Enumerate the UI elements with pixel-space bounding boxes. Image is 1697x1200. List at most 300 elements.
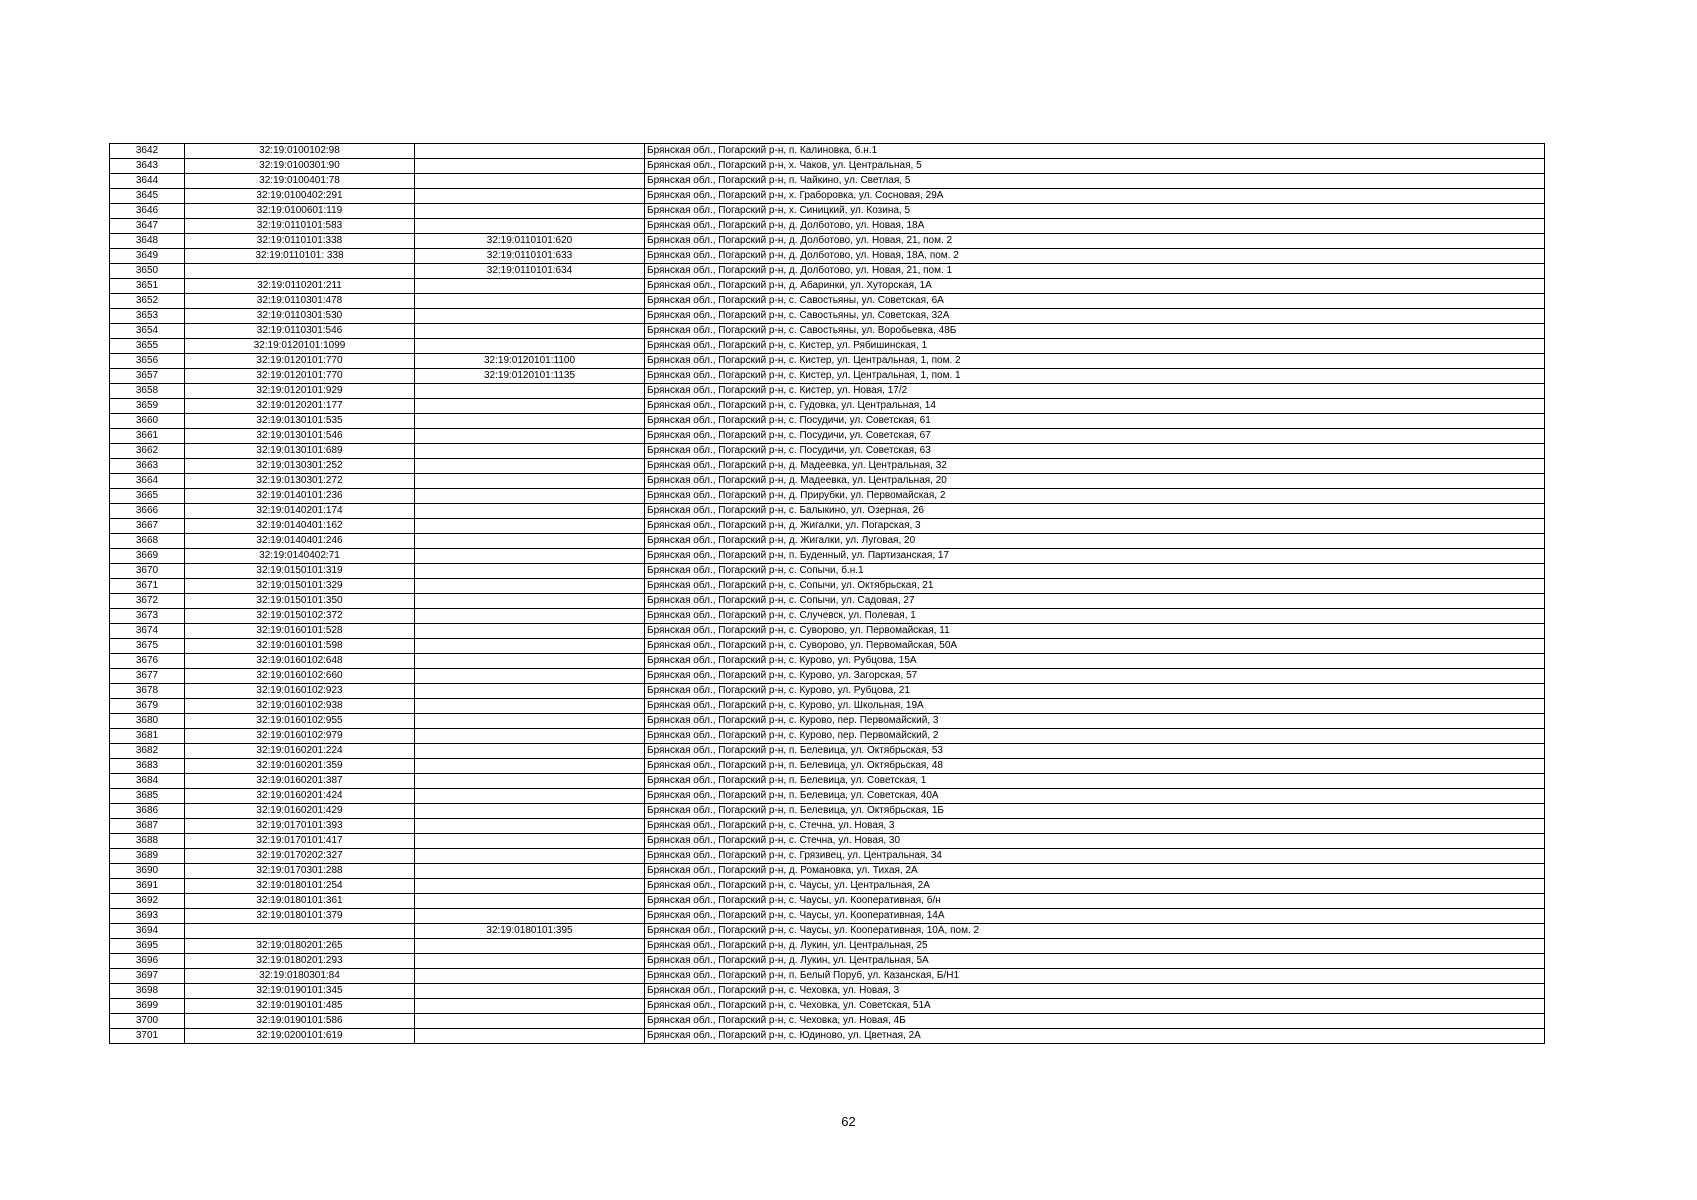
cadastral-number-cell: 32:19:0160102:660 xyxy=(185,669,415,684)
address-cell: Брянская обл., Погарский р-н, с. Кистер, ул. Центральная, 1, пом. 1 xyxy=(645,369,1545,384)
table-row xyxy=(110,309,1545,324)
room-cadastral-number-cell xyxy=(415,549,645,564)
table-row xyxy=(110,879,1545,894)
room-cadastral-number-cell: 32:19:0180101:395 xyxy=(415,924,645,939)
address-cell: Брянская обл., Погарский р-н, п. Белый Поруб, ул. Казанская, Б/Н1 xyxy=(645,969,1545,984)
table-row xyxy=(110,984,1545,999)
cadastral-number-cell: 32:19:0160102:923 xyxy=(185,684,415,699)
address-cell: Брянская обл., Погарский р-н, д. Мадеевка, ул. Центральная, 20 xyxy=(645,474,1545,489)
row-number-cell: 3670 xyxy=(110,564,185,579)
row-number-cell: 3700 xyxy=(110,1014,185,1029)
address-cell: Брянская обл., Погарский р-н, х. Граборовка, ул. Сосновая, 29А xyxy=(645,189,1545,204)
room-cadastral-number-cell xyxy=(415,894,645,909)
row-number-cell: 3684 xyxy=(110,774,185,789)
table-row xyxy=(110,489,1545,504)
table-row xyxy=(110,864,1545,879)
cadastral-number-cell: 32:19:0130101:535 xyxy=(185,414,415,429)
table-row xyxy=(110,234,1545,249)
address-cell: Брянская обл., Погарский р-н, д. Мадеевка, ул. Центральная, 32 xyxy=(645,459,1545,474)
table-row xyxy=(110,924,1545,939)
address-cell: Брянская обл., Погарский р-н, с. Чаусы, ул. Кооперативная, б/н xyxy=(645,894,1545,909)
cadastral-number-cell: 32:19:0120201:177 xyxy=(185,399,415,414)
row-number-cell: 3675 xyxy=(110,639,185,654)
cadastral-number-cell: 32:19:0130101:689 xyxy=(185,444,415,459)
address-cell: Брянская обл., Погарский р-н, п. Белевица, ул. Октябрьская, 53 xyxy=(645,744,1545,759)
room-cadastral-number-cell xyxy=(415,654,645,669)
table-row xyxy=(110,1029,1545,1044)
row-number-cell: 3649 xyxy=(110,249,185,264)
table-row xyxy=(110,279,1545,294)
table-row xyxy=(110,819,1545,834)
address-cell: Брянская обл., Погарский р-н, с. Суворово, ул. Первомайская, 50А xyxy=(645,639,1545,654)
row-number-cell: 3669 xyxy=(110,549,185,564)
room-cadastral-number-cell xyxy=(415,189,645,204)
room-cadastral-number-cell xyxy=(415,774,645,789)
row-number-cell: 3672 xyxy=(110,594,185,609)
address-cell: Брянская обл., Погарский р-н, с. Курово, пер. Первомайский, 2 xyxy=(645,729,1545,744)
table-row xyxy=(110,804,1545,819)
room-cadastral-number-cell xyxy=(415,429,645,444)
address-cell: Брянская обл., Погарский р-н, с. Грязивец, ул. Центральная, 34 xyxy=(645,849,1545,864)
room-cadastral-number-cell xyxy=(415,414,645,429)
cadastral-number-cell: 32:19:0120101:770 xyxy=(185,369,415,384)
row-number-cell: 3658 xyxy=(110,384,185,399)
row-number-cell: 3689 xyxy=(110,849,185,864)
cadastral-number-cell: 32:19:0150101:319 xyxy=(185,564,415,579)
table-row xyxy=(110,954,1545,969)
table-row xyxy=(110,594,1545,609)
row-number-cell: 3691 xyxy=(110,879,185,894)
row-number-cell: 3698 xyxy=(110,984,185,999)
table-row xyxy=(110,699,1545,714)
cadastral-number-cell: 32:19:0170202:327 xyxy=(185,849,415,864)
room-cadastral-number-cell xyxy=(415,144,645,159)
cadastral-number-cell: 32:19:0110301:478 xyxy=(185,294,415,309)
row-number-cell: 3659 xyxy=(110,399,185,414)
address-cell: Брянская обл., Погарский р-н, с. Балыкино, ул. Озерная, 26 xyxy=(645,504,1545,519)
row-number-cell: 3664 xyxy=(110,474,185,489)
table-row xyxy=(110,444,1545,459)
address-cell: Брянская обл., Погарский р-н, д. Лукин, ул. Центральная, 25 xyxy=(645,939,1545,954)
row-number-cell: 3661 xyxy=(110,429,185,444)
cadastral-number-cell: 32:19:0160201:387 xyxy=(185,774,415,789)
row-number-cell: 3644 xyxy=(110,174,185,189)
row-number-cell: 3677 xyxy=(110,669,185,684)
table-row xyxy=(110,939,1545,954)
cadastral-number-cell: 32:19:0160102:979 xyxy=(185,729,415,744)
row-number-cell: 3643 xyxy=(110,159,185,174)
table-row xyxy=(110,774,1545,789)
table-row xyxy=(110,549,1545,564)
room-cadastral-number-cell xyxy=(415,564,645,579)
cadastral-number-cell: 32:19:0120101:770 xyxy=(185,354,415,369)
address-cell: Брянская обл., Погарский р-н, д. Абаринки, ул. Хуторская, 1А xyxy=(645,279,1545,294)
table-row xyxy=(110,174,1545,189)
address-cell: Брянская обл., Погарский р-н, с. Юдиново, ул. Цветная, 2А xyxy=(645,1029,1545,1044)
address-cell: Брянская обл., Погарский р-н, п. Белевица, ул. Советская, 1 xyxy=(645,774,1545,789)
room-cadastral-number-cell xyxy=(415,729,645,744)
address-cell: Брянская обл., Погарский р-н, с. Стечна, ул. Новая, 3 xyxy=(645,819,1545,834)
row-number-cell: 3665 xyxy=(110,489,185,504)
room-cadastral-number-cell xyxy=(415,444,645,459)
row-number-cell: 3690 xyxy=(110,864,185,879)
cadastral-number-cell: 32:19:0110301:530 xyxy=(185,309,415,324)
cadastral-number-cell: 32:19:0180201:265 xyxy=(185,939,415,954)
row-number-cell: 3653 xyxy=(110,309,185,324)
cadastral-number-cell: 32:19:0130301:272 xyxy=(185,474,415,489)
row-number-cell: 3696 xyxy=(110,954,185,969)
row-number-cell: 3648 xyxy=(110,234,185,249)
table-row xyxy=(110,144,1545,159)
table-row xyxy=(110,534,1545,549)
room-cadastral-number-cell xyxy=(415,294,645,309)
cadastral-number-cell: 32:19:0160201:359 xyxy=(185,759,415,774)
table-row xyxy=(110,729,1545,744)
row-number-cell: 3682 xyxy=(110,744,185,759)
row-number-cell: 3662 xyxy=(110,444,185,459)
address-cell: Брянская обл., Погарский р-н, с. Посудичи, ул. Советская, 63 xyxy=(645,444,1545,459)
room-cadastral-number-cell xyxy=(415,309,645,324)
room-cadastral-number-cell xyxy=(415,969,645,984)
cadastral-number-cell: 32:19:0170301:288 xyxy=(185,864,415,879)
table-row xyxy=(110,264,1545,279)
address-cell: Брянская обл., Погарский р-н, с. Сопычи, б.н.1 xyxy=(645,564,1545,579)
address-cell: Брянская обл., Погарский р-н, с. Сопычи, ул. Садовая, 27 xyxy=(645,594,1545,609)
cadastral-number-cell: 32:19:0190101:345 xyxy=(185,984,415,999)
address-cell: Брянская обл., Погарский р-н, д. Долботово, ул. Новая, 21, пом. 2 xyxy=(645,234,1545,249)
address-cell: Брянская обл., Погарский р-н, с. Суворово, ул. Первомайская, 11 xyxy=(645,624,1545,639)
address-cell: Брянская обл., Погарский р-н, д. Жигалки, ул. Погарская, 3 xyxy=(645,519,1545,534)
cadastral-number-cell: 32:19:0140402:71 xyxy=(185,549,415,564)
room-cadastral-number-cell: 32:19:0110101:633 xyxy=(415,249,645,264)
room-cadastral-number-cell xyxy=(415,639,645,654)
room-cadastral-number-cell xyxy=(415,954,645,969)
cadastral-number-cell: 32:19:0160102:648 xyxy=(185,654,415,669)
address-cell: Брянская обл., Погарский р-н, с. Курово, ул. Рубцова, 21 xyxy=(645,684,1545,699)
room-cadastral-number-cell xyxy=(415,714,645,729)
room-cadastral-number-cell xyxy=(415,699,645,714)
table-row xyxy=(110,999,1545,1014)
row-number-cell: 3681 xyxy=(110,729,185,744)
row-number-cell: 3656 xyxy=(110,354,185,369)
table-row xyxy=(110,609,1545,624)
row-number-cell: 3657 xyxy=(110,369,185,384)
cadastral-number-cell: 32:19:0190101:485 xyxy=(185,999,415,1014)
cadastral-number-cell xyxy=(185,264,415,279)
table-row xyxy=(110,324,1545,339)
room-cadastral-number-cell xyxy=(415,849,645,864)
cadastral-number-cell: 32:19:0130301:252 xyxy=(185,459,415,474)
cadastral-number-cell: 32:19:0200101:619 xyxy=(185,1029,415,1044)
cadastral-number-cell: 32:19:0110101:583 xyxy=(185,219,415,234)
cadastral-number-cell: 32:19:0180101:361 xyxy=(185,894,415,909)
table-row xyxy=(110,969,1545,984)
table-row xyxy=(110,504,1545,519)
cadastral-number-cell: 32:19:0110101:338 xyxy=(185,234,415,249)
table-row xyxy=(110,789,1545,804)
room-cadastral-number-cell xyxy=(415,204,645,219)
table-row xyxy=(110,399,1545,414)
address-cell: Брянская обл., Погарский р-н, с. Кистер, ул. Центральная, 1, пом. 2 xyxy=(645,354,1545,369)
room-cadastral-number-cell xyxy=(415,819,645,834)
table-row xyxy=(110,249,1545,264)
cadastral-number-cell: 32:19:0190101:586 xyxy=(185,1014,415,1029)
address-cell: Брянская обл., Погарский р-н, д. Лукин, ул. Центральная, 5А xyxy=(645,954,1545,969)
table-row xyxy=(110,654,1545,669)
cadastral-number-cell: 32:19:0100402:291 xyxy=(185,189,415,204)
room-cadastral-number-cell xyxy=(415,519,645,534)
page-number: 62 xyxy=(841,1114,856,1129)
table-row xyxy=(110,189,1545,204)
table-row xyxy=(110,744,1545,759)
row-number-cell: 3645 xyxy=(110,189,185,204)
cadastral-number-cell: 32:19:0140401:162 xyxy=(185,519,415,534)
table-row xyxy=(110,624,1545,639)
table-row xyxy=(110,579,1545,594)
address-cell: Брянская обл., Погарский р-н, с. Чаусы, ул. Центральная, 2А xyxy=(645,879,1545,894)
cadastral-number-cell: 32:19:0110301:546 xyxy=(185,324,415,339)
room-cadastral-number-cell xyxy=(415,594,645,609)
cadastral-number-cell: 32:19:0180201:293 xyxy=(185,954,415,969)
cadastral-number-cell: 32:19:0160101:528 xyxy=(185,624,415,639)
address-cell: Брянская обл., Погарский р-н, с. Савостьяны, ул. Советская, 6А xyxy=(645,294,1545,309)
room-cadastral-number-cell xyxy=(415,219,645,234)
cadastral-number-cell: 32:19:0160101:598 xyxy=(185,639,415,654)
cadastral-number-cell: 32:19:0120101:1099 xyxy=(185,339,415,354)
address-cell: Брянская обл., Погарский р-н, с. Курово, ул. Рубцова, 15А xyxy=(645,654,1545,669)
room-cadastral-number-cell xyxy=(415,504,645,519)
address-cell: Брянская обл., Погарский р-н, д. Долботово, ул. Новая, 21, пом. 1 xyxy=(645,264,1545,279)
table-row xyxy=(110,1014,1545,1029)
address-cell: Брянская обл., Погарский р-н, д. Долботово, ул. Новая, 18А xyxy=(645,219,1545,234)
table-row xyxy=(110,519,1545,534)
table-row xyxy=(110,834,1545,849)
room-cadastral-number-cell xyxy=(415,879,645,894)
address-cell: Брянская обл., Погарский р-н, п. Белевица, ул. Октябрьская, 48 xyxy=(645,759,1545,774)
room-cadastral-number-cell xyxy=(415,579,645,594)
table-row xyxy=(110,474,1545,489)
cadastral-number-cell: 32:19:0150101:329 xyxy=(185,579,415,594)
room-cadastral-number-cell xyxy=(415,474,645,489)
table-row xyxy=(110,354,1545,369)
address-cell: Брянская обл., Погарский р-н, с. Сопычи, ул. Октябрьская, 21 xyxy=(645,579,1545,594)
row-number-cell: 3667 xyxy=(110,519,185,534)
room-cadastral-number-cell xyxy=(415,489,645,504)
table-row xyxy=(110,204,1545,219)
row-number-cell: 3676 xyxy=(110,654,185,669)
cadastral-number-cell: 32:19:0170101:393 xyxy=(185,819,415,834)
address-cell: Брянская обл., Погарский р-н, д. Романовка, ул. Тихая, 2А xyxy=(645,864,1545,879)
row-number-cell: 3688 xyxy=(110,834,185,849)
row-number-cell: 3668 xyxy=(110,534,185,549)
room-cadastral-number-cell xyxy=(415,984,645,999)
room-cadastral-number-cell xyxy=(415,1014,645,1029)
cadastral-number-cell: 32:19:0170101:417 xyxy=(185,834,415,849)
row-number-cell: 3679 xyxy=(110,699,185,714)
row-number-cell: 3695 xyxy=(110,939,185,954)
room-cadastral-number-cell: 32:19:0120101:1135 xyxy=(415,369,645,384)
row-number-cell: 3685 xyxy=(110,789,185,804)
cadastral-number-cell: 32:19:0110101: 338 xyxy=(185,249,415,264)
table-row xyxy=(110,759,1545,774)
row-number-cell: 3674 xyxy=(110,624,185,639)
row-number-cell: 3673 xyxy=(110,609,185,624)
address-cell: Брянская обл., Погарский р-н, с. Кистер, ул. Рябишинская, 1 xyxy=(645,339,1545,354)
cadastral-number-cell: 32:19:0100601:119 xyxy=(185,204,415,219)
table-row xyxy=(110,369,1545,384)
address-cell: Брянская обл., Погарский р-н, п. Белевица, ул. Октябрьская, 1Б xyxy=(645,804,1545,819)
cadastral-number-cell: 32:19:0100102:98 xyxy=(185,144,415,159)
row-number-cell: 3666 xyxy=(110,504,185,519)
address-cell: Брянская обл., Погарский р-н, с. Чеховка, ул. Советская, 51А xyxy=(645,999,1545,1014)
row-number-cell: 3701 xyxy=(110,1029,185,1044)
table-row xyxy=(110,909,1545,924)
table-row xyxy=(110,384,1545,399)
cadastral-number-cell: 32:19:0150101:350 xyxy=(185,594,415,609)
room-cadastral-number-cell: 32:19:0120101:1100 xyxy=(415,354,645,369)
address-cell: Брянская обл., Погарский р-н, с. Чеховка, ул. Новая, 3 xyxy=(645,984,1545,999)
table-row xyxy=(110,639,1545,654)
address-cell: Брянская обл., Погарский р-н, с. Савостьяны, ул. Воробьевка, 48Б xyxy=(645,324,1545,339)
room-cadastral-number-cell xyxy=(415,609,645,624)
row-number-cell: 3697 xyxy=(110,969,185,984)
address-cell: Брянская обл., Погарский р-н, с. Кистер, ул. Новая, 17/2 xyxy=(645,384,1545,399)
address-cell: Брянская обл., Погарский р-н, с. Чаусы, ул. Кооперативная, 10А, пом. 2 xyxy=(645,924,1545,939)
table-row xyxy=(110,339,1545,354)
address-cell: Брянская обл., Погарский р-н, х. Чаков, ул. Центральная, 5 xyxy=(645,159,1545,174)
address-cell: Брянская обл., Погарский р-н, п. Белевица, ул. Советская, 40А xyxy=(645,789,1545,804)
table-row xyxy=(110,459,1545,474)
cadastral-number-cell: 32:19:0100301:90 xyxy=(185,159,415,174)
address-cell: Брянская обл., Погарский р-н, с. Посудичи, ул. Советская, 61 xyxy=(645,414,1545,429)
table-row xyxy=(110,894,1545,909)
address-cell: Брянская обл., Погарский р-н, п. Калиновка, б.н.1 xyxy=(645,144,1545,159)
room-cadastral-number-cell xyxy=(415,684,645,699)
cadastral-number-cell: 32:19:0160201:224 xyxy=(185,744,415,759)
address-cell: Брянская обл., Погарский р-н, с. Савостьяны, ул. Советская, 32А xyxy=(645,309,1545,324)
row-number-cell: 3692 xyxy=(110,894,185,909)
cadastral-number-cell: 32:19:0130101:546 xyxy=(185,429,415,444)
room-cadastral-number-cell: 32:19:0110101:634 xyxy=(415,264,645,279)
room-cadastral-number-cell xyxy=(415,909,645,924)
row-number-cell: 3660 xyxy=(110,414,185,429)
address-cell: Брянская обл., Погарский р-н, с. Посудичи, ул. Советская, 67 xyxy=(645,429,1545,444)
row-number-cell: 3671 xyxy=(110,579,185,594)
table-row xyxy=(110,564,1545,579)
cadastral-number-cell: 32:19:0180101:379 xyxy=(185,909,415,924)
room-cadastral-number-cell xyxy=(415,999,645,1014)
address-cell: Брянская обл., Погарский р-н, с. Чаусы, ул. Кооперативная, 14А xyxy=(645,909,1545,924)
cadastral-number-cell: 32:19:0160102:955 xyxy=(185,714,415,729)
cadastral-number-cell: 32:19:0160201:429 xyxy=(185,804,415,819)
address-cell: Брянская обл., Погарский р-н, с. Чеховка, ул. Новая, 4Б xyxy=(645,1014,1545,1029)
room-cadastral-number-cell xyxy=(415,174,645,189)
room-cadastral-number-cell xyxy=(415,534,645,549)
address-cell: Брянская обл., Погарский р-н, с. Случевск, ул. Полевая, 1 xyxy=(645,609,1545,624)
room-cadastral-number-cell xyxy=(415,759,645,774)
row-number-cell: 3663 xyxy=(110,459,185,474)
table-row xyxy=(110,714,1545,729)
room-cadastral-number-cell xyxy=(415,324,645,339)
room-cadastral-number-cell xyxy=(415,789,645,804)
room-cadastral-number-cell xyxy=(415,744,645,759)
address-cell: Брянская обл., Погарский р-н, с. Гудовка, ул. Центральная, 14 xyxy=(645,399,1545,414)
address-cell: Брянская обл., Погарский р-н, д. Прирубки, ул. Первомайская, 2 xyxy=(645,489,1545,504)
room-cadastral-number-cell xyxy=(415,669,645,684)
row-number-cell: 3652 xyxy=(110,294,185,309)
address-cell: Брянская обл., Погарский р-н, д. Долботово, ул. Новая, 18А, пом. 2 xyxy=(645,249,1545,264)
address-cell: Брянская обл., Погарский р-н, д. Жигалки, ул. Луговая, 20 xyxy=(645,534,1545,549)
property-table xyxy=(109,143,1545,1044)
address-cell: Брянская обл., Погарский р-н, п. Буденный, ул. Партизанская, 17 xyxy=(645,549,1545,564)
room-cadastral-number-cell: 32:19:0110101:620 xyxy=(415,234,645,249)
table-row xyxy=(110,669,1545,684)
address-cell: Брянская обл., Погарский р-н, п. Чайкино, ул. Светлая, 5 xyxy=(645,174,1545,189)
room-cadastral-number-cell xyxy=(415,1029,645,1044)
cadastral-number-cell: 32:19:0120101:929 xyxy=(185,384,415,399)
cadastral-number-cell: 32:19:0180301:84 xyxy=(185,969,415,984)
row-number-cell: 3655 xyxy=(110,339,185,354)
cadastral-number-cell: 32:19:0140201:174 xyxy=(185,504,415,519)
room-cadastral-number-cell xyxy=(415,804,645,819)
row-number-cell: 3680 xyxy=(110,714,185,729)
cadastral-number-cell: 32:19:0140101:236 xyxy=(185,489,415,504)
room-cadastral-number-cell xyxy=(415,939,645,954)
room-cadastral-number-cell xyxy=(415,384,645,399)
row-number-cell: 3693 xyxy=(110,909,185,924)
table-row xyxy=(110,414,1545,429)
room-cadastral-number-cell xyxy=(415,864,645,879)
cadastral-number-cell: 32:19:0140401:246 xyxy=(185,534,415,549)
room-cadastral-number-cell xyxy=(415,834,645,849)
row-number-cell: 3646 xyxy=(110,204,185,219)
row-number-cell: 3650 xyxy=(110,264,185,279)
room-cadastral-number-cell xyxy=(415,279,645,294)
address-cell: Брянская обл., Погарский р-н, с. Курово, пер. Первомайский, 3 xyxy=(645,714,1545,729)
address-cell: Брянская обл., Погарский р-н, с. Стечна, ул. Новая, 30 xyxy=(645,834,1545,849)
row-number-cell: 3687 xyxy=(110,819,185,834)
row-number-cell: 3647 xyxy=(110,219,185,234)
table-row xyxy=(110,849,1545,864)
table-row xyxy=(110,219,1545,234)
address-cell: Брянская обл., Погарский р-н, с. Курово, ул. Загорская, 57 xyxy=(645,669,1545,684)
cadastral-number-cell: 32:19:0100401:78 xyxy=(185,174,415,189)
table-row xyxy=(110,684,1545,699)
room-cadastral-number-cell xyxy=(415,624,645,639)
table-body xyxy=(110,144,1545,1044)
row-number-cell: 3683 xyxy=(110,759,185,774)
cadastral-number-cell: 32:19:0160201:424 xyxy=(185,789,415,804)
row-number-cell: 3651 xyxy=(110,279,185,294)
row-number-cell: 3694 xyxy=(110,924,185,939)
address-cell: Брянская обл., Погарский р-н, х. Синицкий, ул. Козина, 5 xyxy=(645,204,1545,219)
row-number-cell: 3642 xyxy=(110,144,185,159)
table-row xyxy=(110,159,1545,174)
cadastral-number-cell: 32:19:0160102:938 xyxy=(185,699,415,714)
cadastral-number-cell: 32:19:0180101:254 xyxy=(185,879,415,894)
cadastral-number-cell: 32:19:0110201:211 xyxy=(185,279,415,294)
room-cadastral-number-cell xyxy=(415,399,645,414)
row-number-cell: 3686 xyxy=(110,804,185,819)
address-cell: Брянская обл., Погарский р-н, с. Курово, ул. Школьная, 19А xyxy=(645,699,1545,714)
room-cadastral-number-cell xyxy=(415,159,645,174)
row-number-cell: 3678 xyxy=(110,684,185,699)
row-number-cell: 3654 xyxy=(110,324,185,339)
table-row xyxy=(110,294,1545,309)
table-row xyxy=(110,429,1545,444)
room-cadastral-number-cell xyxy=(415,459,645,474)
room-cadastral-number-cell xyxy=(415,339,645,354)
